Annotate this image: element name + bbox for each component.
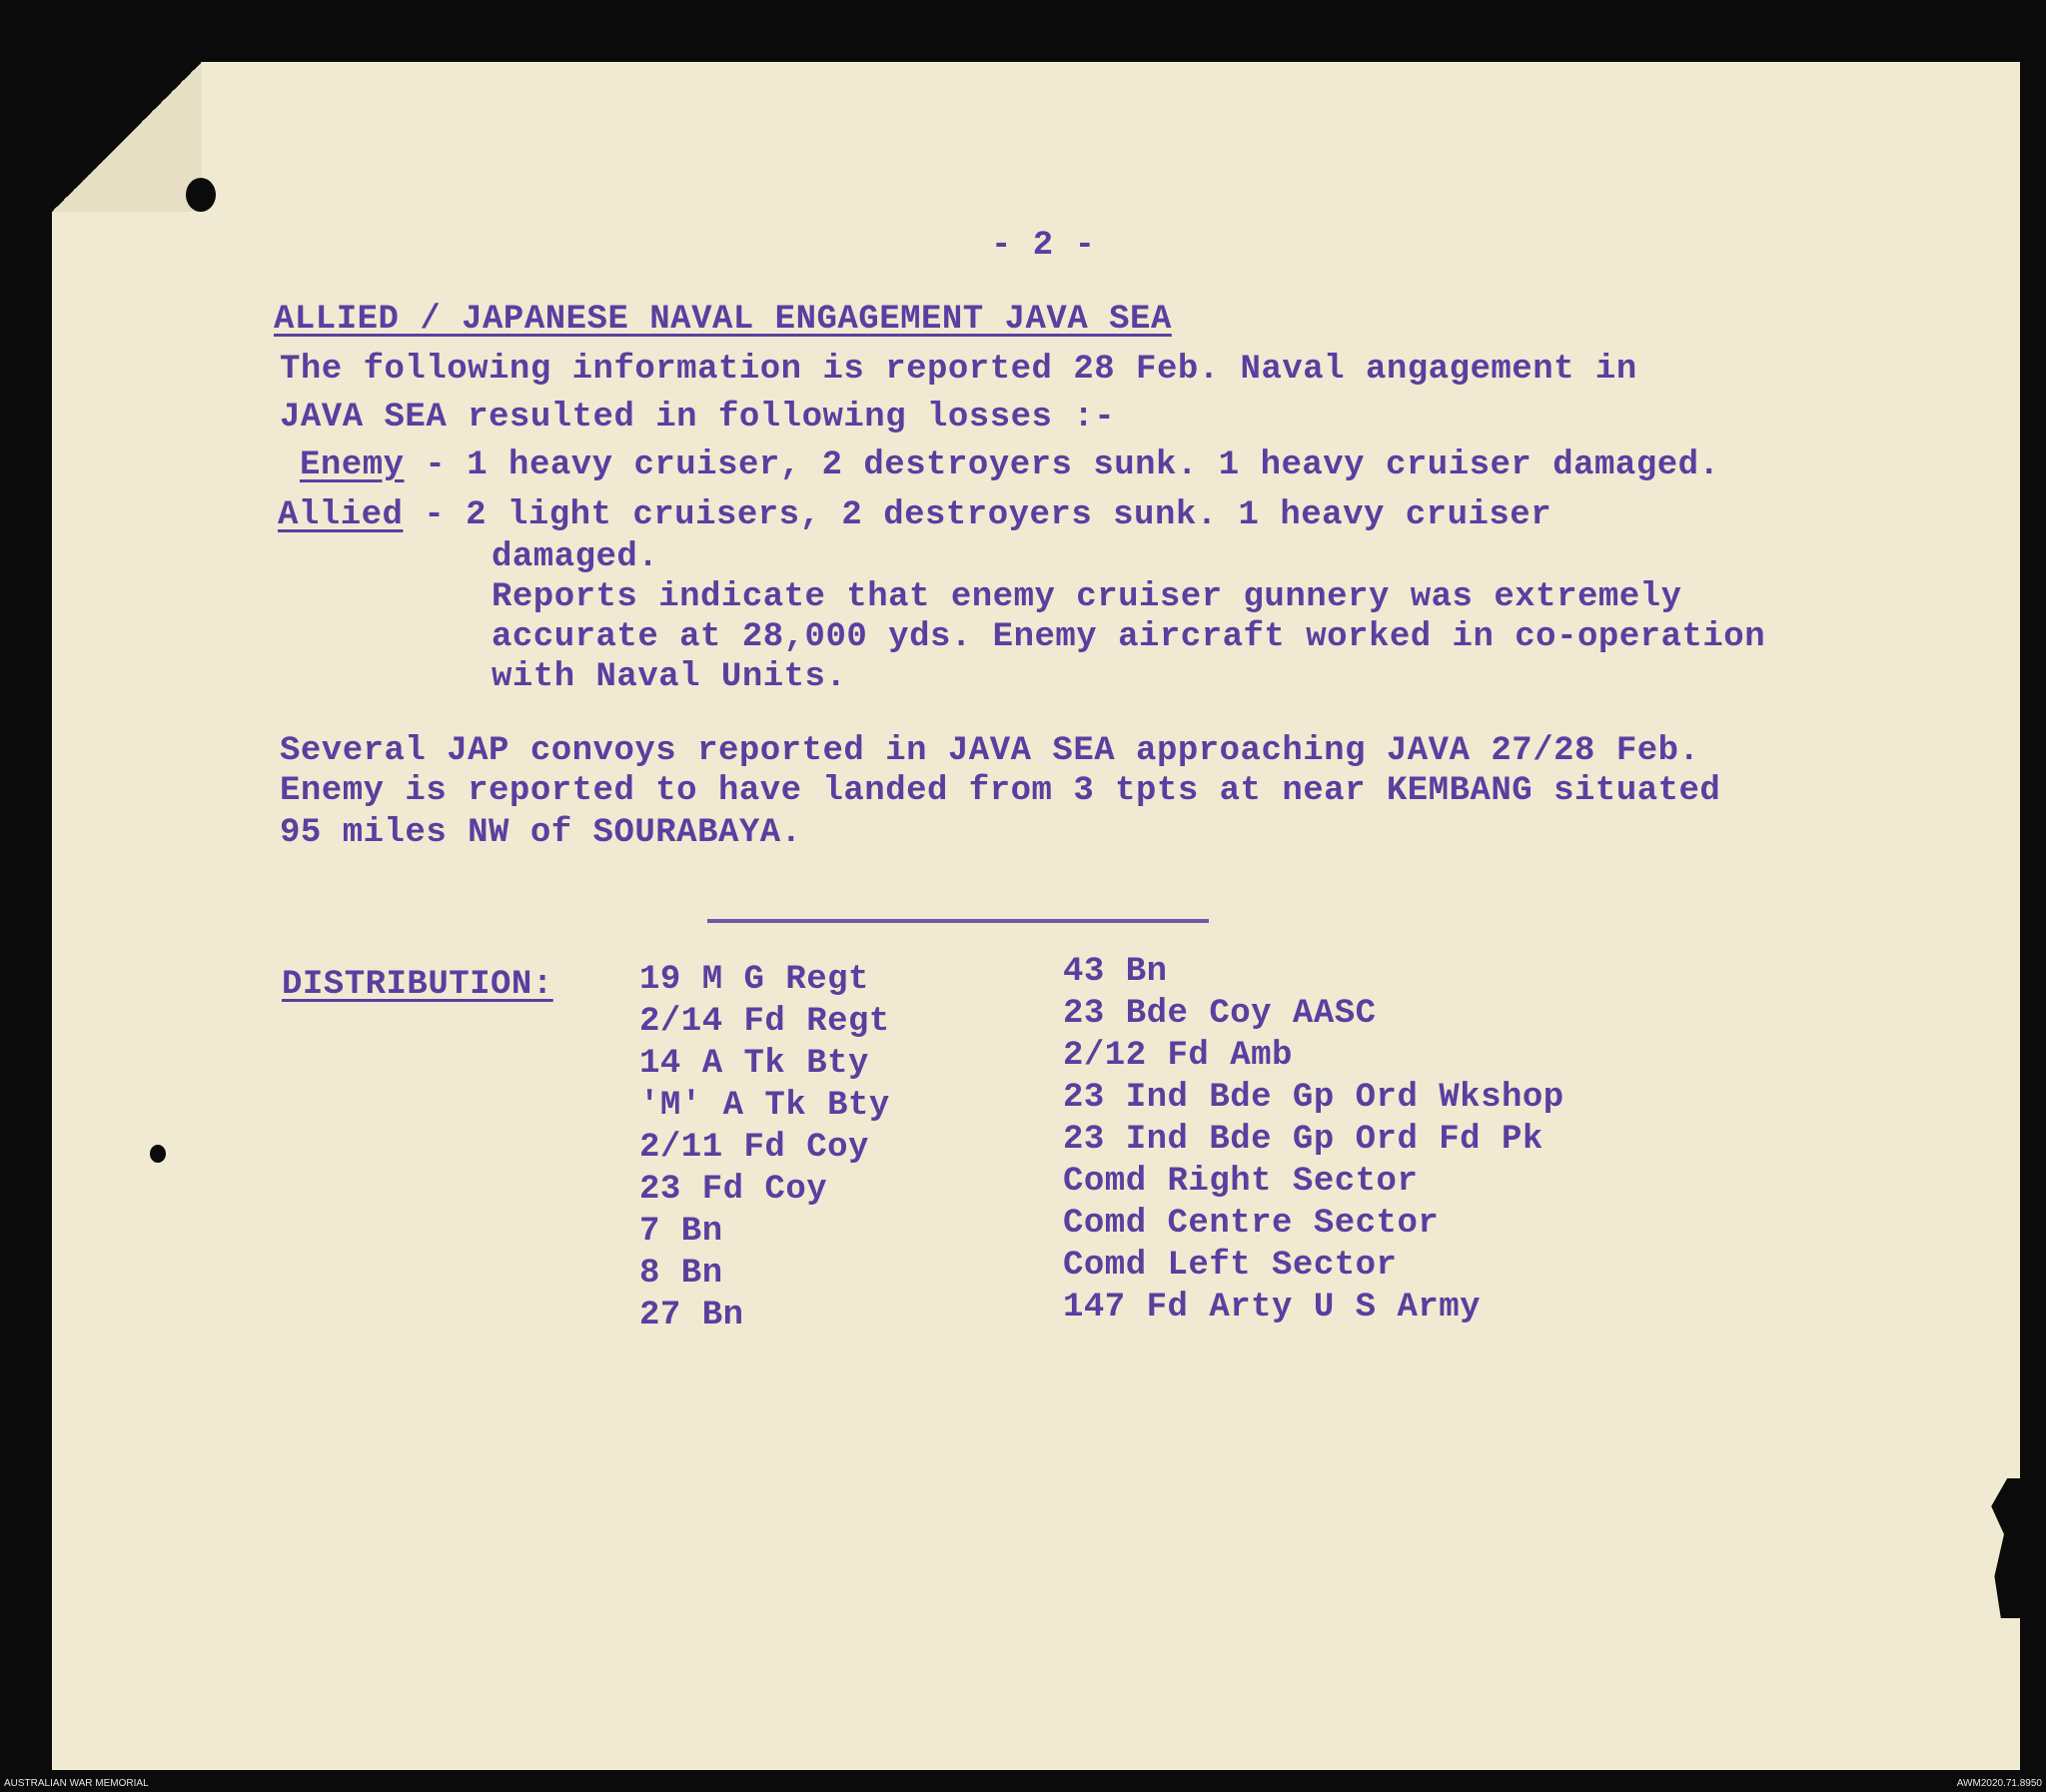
allied-text: - 2 light cruisers, 2 destroyers sunk. 1 heavy cruiser xyxy=(403,496,1552,534)
convoy-line-2: Enemy is reported to have landed from 3 tpts at near KEMBANG situated xyxy=(280,772,1721,810)
convoy-line-1: Several JAP convoys reported in JAVA SEA approaching JAVA 27/28 Feb. xyxy=(280,732,1700,770)
distribution-column-1 xyxy=(639,959,890,1337)
distribution-item: Comd Left Sector xyxy=(1063,1247,1398,1285)
distribution-column-2 xyxy=(1063,951,1564,1329)
enemy-label: Enemy xyxy=(300,447,405,484)
distribution-item: Comd Centre Sector xyxy=(1063,1205,1440,1243)
distribution-item: 23 Ind Bde Gp Ord Fd Pk xyxy=(1063,1121,1543,1159)
intro-line-1: The following information is reported 28 Feb. Naval angagement in xyxy=(280,351,1637,389)
distribution-item: 7 Bn xyxy=(639,1213,723,1251)
enemy-text: - 1 heavy cruiser, 2 destroyers sunk. 1 heavy cruiser damaged. xyxy=(404,447,1720,484)
distribution-item: 2/12 Fd Amb xyxy=(1063,1037,1293,1075)
allied-label: Allied xyxy=(278,496,404,534)
distribution-item: 23 Fd Coy xyxy=(639,1171,828,1209)
distribution-label: DISTRIBUTION: xyxy=(282,966,553,1004)
separator-rule xyxy=(707,919,1209,923)
page-number: - 2 - xyxy=(991,227,1096,265)
distribution-item: 23 Ind Bde Gp Ord Wkshop xyxy=(1063,1079,1564,1117)
report-line-3: with Naval Units. xyxy=(492,658,847,696)
allied-line xyxy=(278,495,1551,535)
distribution-item: Comd Right Sector xyxy=(1063,1163,1419,1201)
distribution-item: 27 Bn xyxy=(639,1297,744,1335)
distribution-item: 14 A Tk Bty xyxy=(639,1045,869,1083)
distribution-item: 8 Bn xyxy=(639,1255,723,1293)
intro-line-2: JAVA SEA resulted in following losses :- xyxy=(280,399,1116,437)
distribution-item: 43 Bn xyxy=(1063,953,1168,991)
allied-continued: damaged. xyxy=(492,538,659,576)
punch-hole-bottom xyxy=(150,1145,166,1163)
punch-hole-top xyxy=(186,178,216,212)
report-line-2: accurate at 28,000 yds. Enemy aircraft worked in co-operation xyxy=(492,618,1766,656)
convoy-line-3: 95 miles NW of SOURABAYA. xyxy=(280,814,802,852)
distribution-item: 2/11 Fd Coy xyxy=(639,1129,869,1167)
footer-accession: AWM2020.71.8950 xyxy=(1956,1778,2042,1789)
heading: ALLIED / JAPANESE NAVAL ENGAGEMENT JAVA SEA xyxy=(274,301,1172,339)
distribution-item: 2/14 Fd Regt xyxy=(639,1003,890,1041)
folded-corner xyxy=(52,62,202,212)
distribution-item: 'M' A Tk Bty xyxy=(639,1087,890,1125)
distribution-item: 19 M G Regt xyxy=(639,961,869,999)
distribution-item: 147 Fd Arty U S Army xyxy=(1063,1289,1482,1327)
distribution-item: 23 Bde Coy AASC xyxy=(1063,995,1377,1033)
footer-credit: AUSTRALIAN WAR MEMORIAL xyxy=(4,1778,149,1789)
report-line-1: Reports indicate that enemy cruiser gunnery was extremely xyxy=(492,578,1682,616)
enemy-line xyxy=(300,446,1719,485)
